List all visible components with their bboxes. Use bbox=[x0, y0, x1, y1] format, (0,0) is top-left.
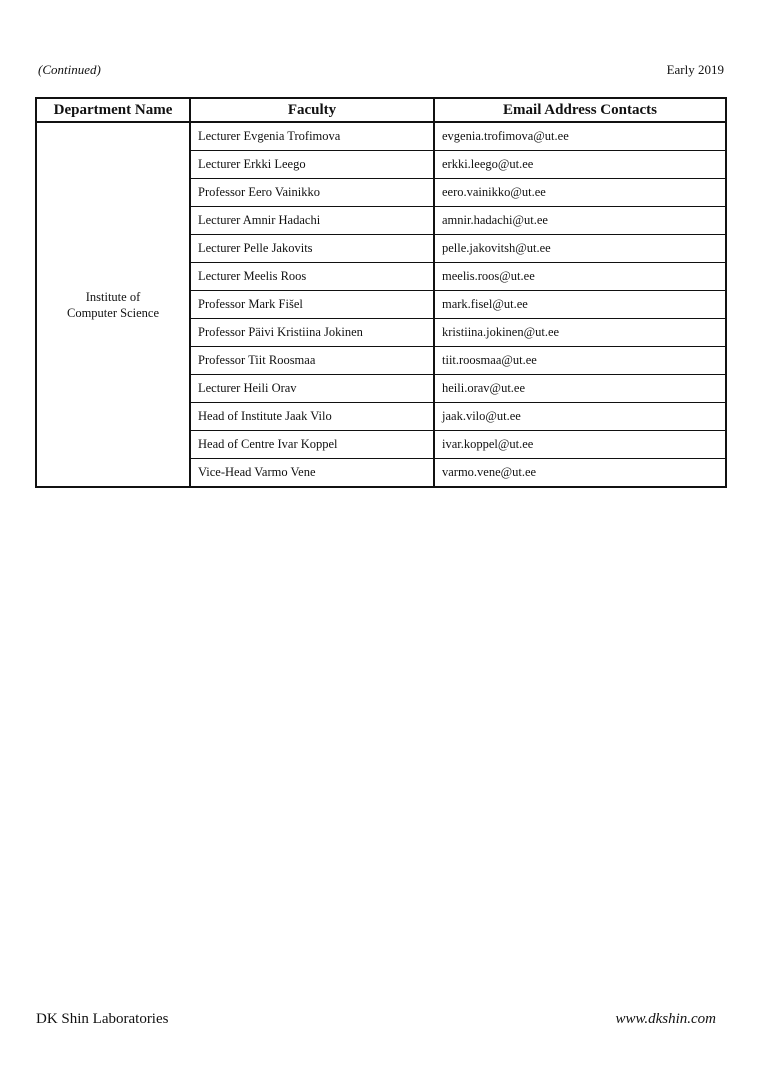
faculty-cell: Lecturer Heili Orav bbox=[190, 375, 434, 403]
faculty-cell: Professor Tiit Roosmaa bbox=[190, 347, 434, 375]
faculty-directory-table bbox=[35, 97, 727, 488]
email-cell: kristiina.jokinen@ut.ee bbox=[434, 319, 726, 347]
email-cell: jaak.vilo@ut.ee bbox=[434, 403, 726, 431]
faculty-cell: Lecturer Pelle Jakovits bbox=[190, 235, 434, 263]
column-header-email: Email Address Contacts bbox=[434, 98, 726, 122]
email-cell: ivar.koppel@ut.ee bbox=[434, 431, 726, 459]
email-cell: eero.vainikko@ut.ee bbox=[434, 179, 726, 207]
date-label: Early 2019 bbox=[666, 62, 724, 77]
department-name-line1: Institute of bbox=[85, 289, 141, 304]
faculty-cell: Professor Päivi Kristiina Jokinen bbox=[190, 319, 434, 347]
table-body bbox=[36, 122, 726, 487]
email-cell: evgenia.trofimova@ut.ee bbox=[434, 122, 726, 151]
faculty-cell: Head of Institute Jaak Vilo bbox=[190, 403, 434, 431]
table-row bbox=[36, 122, 726, 151]
email-cell: mark.fisel@ut.ee bbox=[434, 291, 726, 319]
email-cell: varmo.vene@ut.ee bbox=[434, 459, 726, 488]
email-cell: erkki.leego@ut.ee bbox=[434, 151, 726, 179]
footer-website: www.dkshin.com bbox=[615, 1011, 716, 1027]
email-cell: amnir.hadachi@ut.ee bbox=[434, 207, 726, 235]
faculty-cell: Lecturer Meelis Roos bbox=[190, 263, 434, 291]
department-cell bbox=[36, 122, 190, 487]
faculty-cell: Professor Eero Vainikko bbox=[190, 179, 434, 207]
faculty-cell: Professor Mark Fišel bbox=[190, 291, 434, 319]
faculty-cell: Head of Centre Ivar Koppel bbox=[190, 431, 434, 459]
email-cell: heili.orav@ut.ee bbox=[434, 375, 726, 403]
faculty-cell: Lecturer Amnir Hadachi bbox=[190, 207, 434, 235]
email-cell: pelle.jakovitsh@ut.ee bbox=[434, 235, 726, 263]
faculty-cell: Lecturer Evgenia Trofimova bbox=[190, 122, 434, 151]
continued-label: (Continued) bbox=[38, 62, 101, 77]
footer-organization: DK Shin Laboratories bbox=[36, 1011, 169, 1027]
faculty-cell: Vice-Head Varmo Vene bbox=[190, 459, 434, 488]
column-header-department: Department Name bbox=[36, 98, 190, 122]
email-cell: meelis.roos@ut.ee bbox=[434, 263, 726, 291]
department-name-line2: Computer Science bbox=[67, 305, 159, 320]
column-header-faculty: Faculty bbox=[190, 98, 434, 122]
faculty-cell: Lecturer Erkki Leego bbox=[190, 151, 434, 179]
email-cell: tiit.roosmaa@ut.ee bbox=[434, 347, 726, 375]
table-header-row bbox=[36, 98, 726, 122]
